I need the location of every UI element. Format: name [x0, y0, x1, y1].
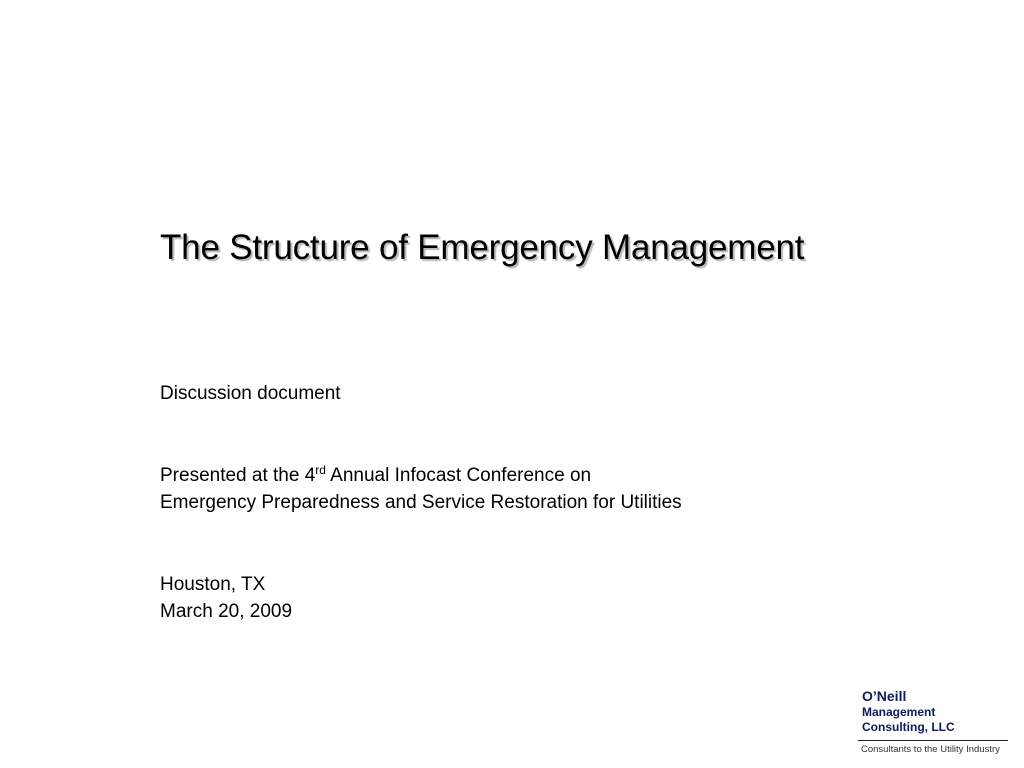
slide-title: The Structure of Emergency Management: [160, 228, 805, 267]
ordinal-suffix: rd: [315, 463, 326, 477]
slide-subtitle: Discussion document: [160, 383, 341, 404]
location-date: [160, 571, 292, 625]
logo-company-name: [858, 688, 1012, 735]
presentation-info: [160, 462, 682, 516]
presentation-line-1: [160, 462, 682, 489]
logo-name-line-2: Management: [862, 705, 936, 719]
logo-name-line-3: Consulting, LLC: [862, 720, 955, 734]
presentation-line-2: Emergency Preparedness and Service Restoration for Utilities: [160, 492, 682, 513]
logo-divider: [858, 740, 1008, 741]
company-logo: [858, 688, 1012, 764]
location-text: Houston, TX: [160, 574, 266, 595]
presentation-line-1-start: Presented at the 4: [160, 465, 316, 486]
presentation-line-1-end: Annual Infocast Conference on: [325, 465, 592, 486]
date-text: March 20, 2009: [160, 601, 293, 622]
logo-tagline: Consultants to the Utility Industry: [861, 744, 1000, 755]
logo-name-line-1: O’Neill: [862, 688, 907, 704]
